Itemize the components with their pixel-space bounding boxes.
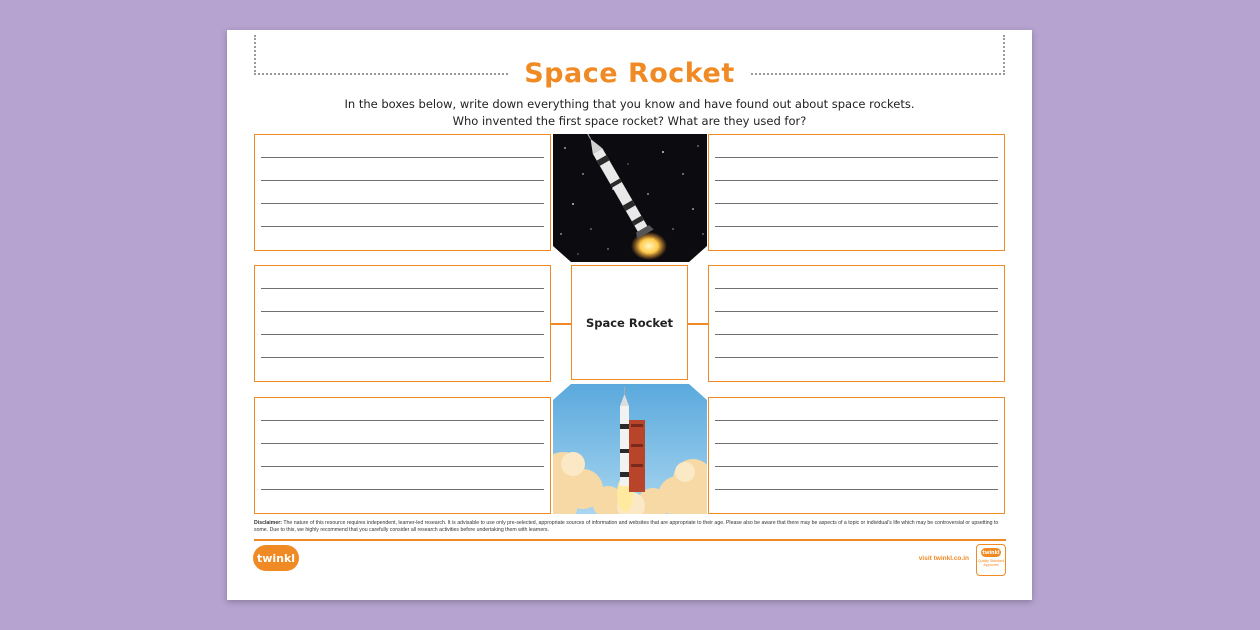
instructions (227, 96, 1032, 130)
badge-logo: twinkl (982, 549, 1000, 556)
center-topic-box (571, 265, 688, 380)
writing-line (715, 443, 998, 444)
twinkl-logo[interactable] (253, 545, 299, 571)
writing-line (715, 357, 998, 358)
twinkl-logo-text: twinkl (256, 551, 296, 565)
writing-box-bottom-right[interactable] (708, 397, 1005, 514)
quality-badge-icon (976, 544, 1006, 576)
visit-link[interactable]: visit twinkl.co.in (918, 555, 969, 562)
connector-left (551, 323, 571, 325)
worksheet-page (227, 30, 1032, 600)
writing-line (715, 420, 998, 421)
footer-divider (254, 539, 1006, 541)
writing-line (261, 226, 544, 227)
writing-line (261, 334, 544, 335)
writing-line (715, 466, 998, 467)
writing-line (261, 157, 544, 158)
instructions-line-1: In the boxes below, write down everything that you know and have found out about space rockets. (344, 97, 915, 111)
writing-box-top-right[interactable] (708, 134, 1005, 251)
writing-line (261, 489, 544, 490)
writing-box-bottom-left[interactable] (254, 397, 551, 514)
writing-line (261, 357, 544, 358)
page-title (227, 58, 1032, 89)
writing-line (261, 311, 544, 312)
connector-right (688, 323, 708, 325)
badge-text: Quality Standard Approved (977, 559, 1005, 567)
writing-line (261, 180, 544, 181)
disclaimer-text: The nature of this resource requires independent, learner-led research. It is advisable to use only pre-selected, appropriate sources of information and websites that are appropriate to their age. Please also be aware that there may be aspects of a topic or individual's life which may be controversial or upsetting to some. Due to this, we highly recommend that you carefully consider all research activities before undertaking them with learners. (254, 520, 999, 533)
writing-box-middle-right[interactable] (708, 265, 1005, 382)
center-topic-label: Space Rocket (585, 315, 674, 330)
instructions-line-2: Who invented the first space rocket? What are they used for? (452, 114, 807, 128)
rocket-in-space-image (553, 134, 707, 262)
writing-line (715, 311, 998, 312)
rocket-launch-image (553, 384, 707, 514)
writing-line (261, 288, 544, 289)
writing-box-middle-left[interactable] (254, 265, 551, 382)
writing-line (261, 203, 544, 204)
writing-line (715, 157, 998, 158)
writing-line (715, 288, 998, 289)
writing-line (715, 334, 998, 335)
disclaimer (254, 520, 1009, 534)
writing-line (715, 203, 998, 204)
writing-line (261, 420, 544, 421)
disclaimer-heading: Disclaimer: (254, 520, 282, 526)
writing-box-top-left[interactable] (254, 134, 551, 251)
page-title-text: Space Rocket (510, 58, 749, 89)
writing-line (715, 226, 998, 227)
writing-line (715, 489, 998, 490)
writing-line (261, 466, 544, 467)
writing-line (715, 180, 998, 181)
writing-line (261, 443, 544, 444)
